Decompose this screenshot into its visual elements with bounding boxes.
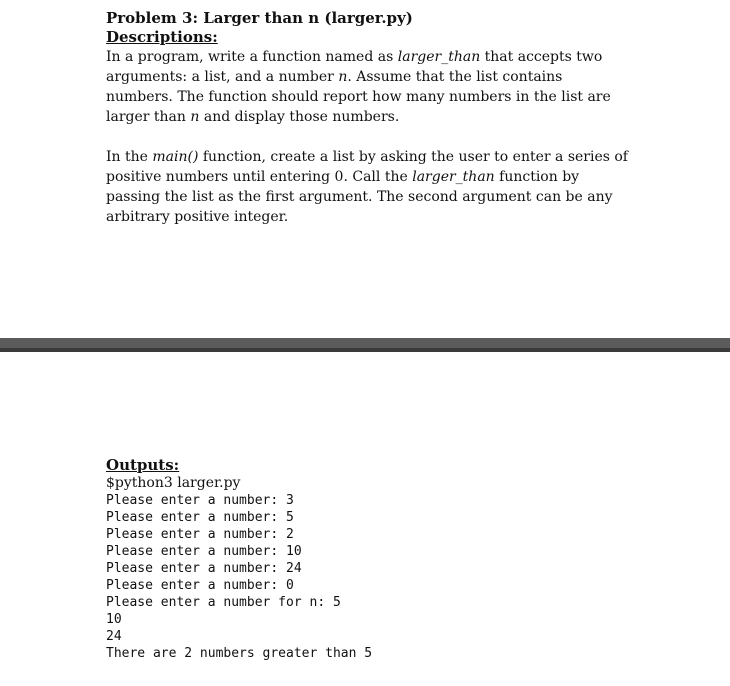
para1-line-3: numbers. The function should report how many numbers in the list are <box>106 89 611 105</box>
run-command: $python3 larger.py <box>106 475 241 491</box>
para2-line-4: arbitrary positive integer. <box>106 209 289 225</box>
outputs-heading: Outputs: <box>106 456 180 474</box>
page-divider <box>0 338 730 352</box>
para2-line-3: passing the list as the first argument. The second argument can be any <box>106 189 613 205</box>
output-line: Please enter a number: 24 <box>106 561 302 576</box>
para1-line-4: larger than n and display those numbers. <box>106 109 400 125</box>
output-line: Please enter a number for n: 5 <box>106 595 341 610</box>
description-paragraph-1 <box>106 47 706 127</box>
outputs-section <box>106 456 706 662</box>
page-top <box>0 0 730 338</box>
description-paragraph-2 <box>106 147 706 227</box>
output-line: Please enter a number: 3 <box>106 493 294 508</box>
output-line: Please enter a number: 10 <box>106 544 302 559</box>
para1-line-2: arguments: a list, and a number n. Assume that the list contains <box>106 69 563 85</box>
output-line: There are 2 numbers greater than 5 <box>106 646 373 661</box>
para1-line-1: In a program, write a function named as larger_than that accepts two <box>106 49 603 65</box>
problem-section <box>106 8 706 227</box>
output-line: Please enter a number: 2 <box>106 527 294 542</box>
descriptions-heading: Descriptions: <box>106 28 218 46</box>
output-line: 24 <box>106 629 122 644</box>
output-line: Please enter a number: 5 <box>106 510 294 525</box>
para2-line-1: In the main() function, create a list by asking the user to enter a series of <box>106 149 628 165</box>
output-line: Please enter a number: 0 <box>106 578 294 593</box>
output-line: 10 <box>106 612 122 627</box>
problem-title: Problem 3: Larger than n (larger.py) <box>106 9 413 27</box>
para2-line-2: positive numbers until entering 0. Call the larger_than function by <box>106 169 580 185</box>
